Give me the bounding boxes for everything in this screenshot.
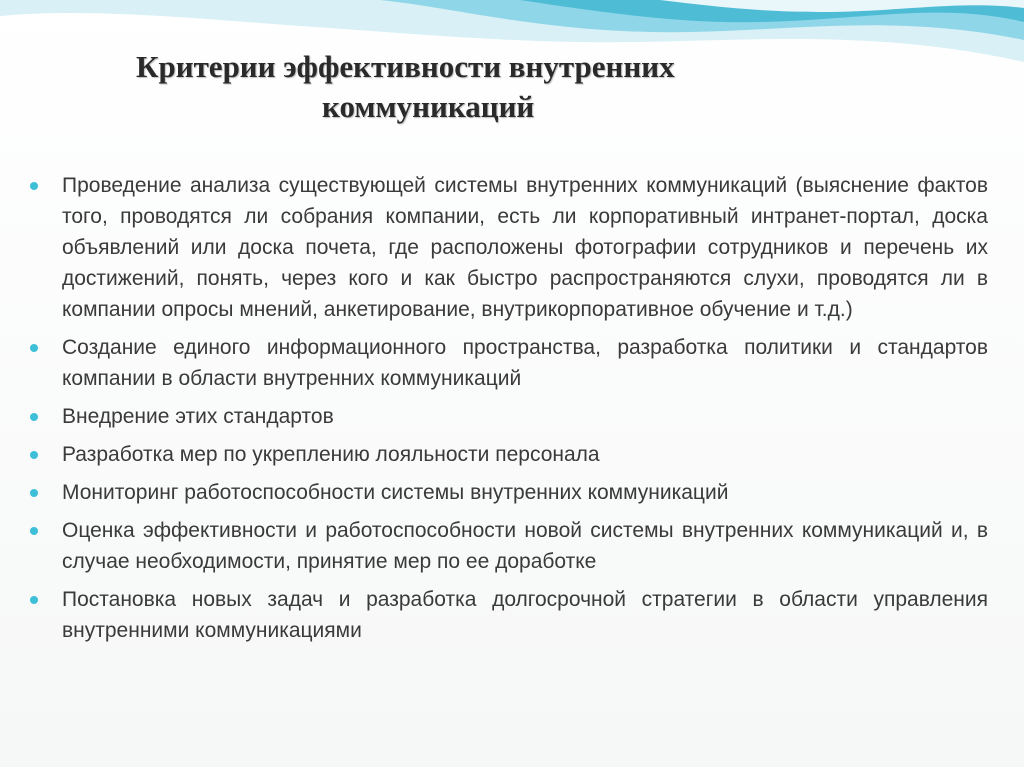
list-item-text: Разработка мер по укреплению лояльности персонала xyxy=(62,443,600,466)
page-title xyxy=(100,47,820,127)
bullet-dot-icon xyxy=(30,451,38,459)
list-item-text: Проведение анализа существующей системы внутренних коммуникаций (выяснение фактов того, проводятся ли собрания компании, есть ли корпоративный интранет-портал, доска объявлений или доска почета, где расположены фотографии сотрудников и перечень их достижений, понять, через кого и как быстро распространяются слухи, проводятся ли в компании опросы мнений, анкетирование, внутрикорпоративное обучение и т.д.) xyxy=(62,174,988,321)
list-item xyxy=(28,332,988,394)
bullet-list xyxy=(28,170,988,653)
page-title-line-2: коммуникаций xyxy=(322,89,535,124)
list-item-text: Мониторинг работоспособности системы внутренних коммуникаций xyxy=(62,481,729,504)
list-item-text: Создание единого информационного пространства, разработка политики и стандартов компании в области внутренних коммуникаций xyxy=(62,336,988,390)
list-item xyxy=(28,401,988,432)
bullet-dot-icon xyxy=(30,527,38,535)
list-item-text: Внедрение этих стандартов xyxy=(62,405,334,428)
list-item xyxy=(28,170,988,325)
list-item xyxy=(28,439,988,470)
list-item-text: Оценка эффективности и работоспособности новой системы внутренних коммуникаций и, в случае необходимости, принятие мер по ее доработке xyxy=(62,519,988,573)
bullet-dot-icon xyxy=(30,413,38,421)
bullet-dot-icon xyxy=(30,344,38,352)
list-item xyxy=(28,477,988,508)
page-title-line-1: Критерии эффективности внутренних xyxy=(136,49,675,84)
list-item xyxy=(28,584,988,646)
list-item-text: Постановка новых задач и разработка долгосрочной стратегии в области управления внутренними коммуникациями xyxy=(62,588,988,642)
list-item xyxy=(28,515,988,577)
bullet-dot-icon xyxy=(30,182,38,190)
bullet-dot-icon xyxy=(30,596,38,604)
bullet-dot-icon xyxy=(30,489,38,497)
